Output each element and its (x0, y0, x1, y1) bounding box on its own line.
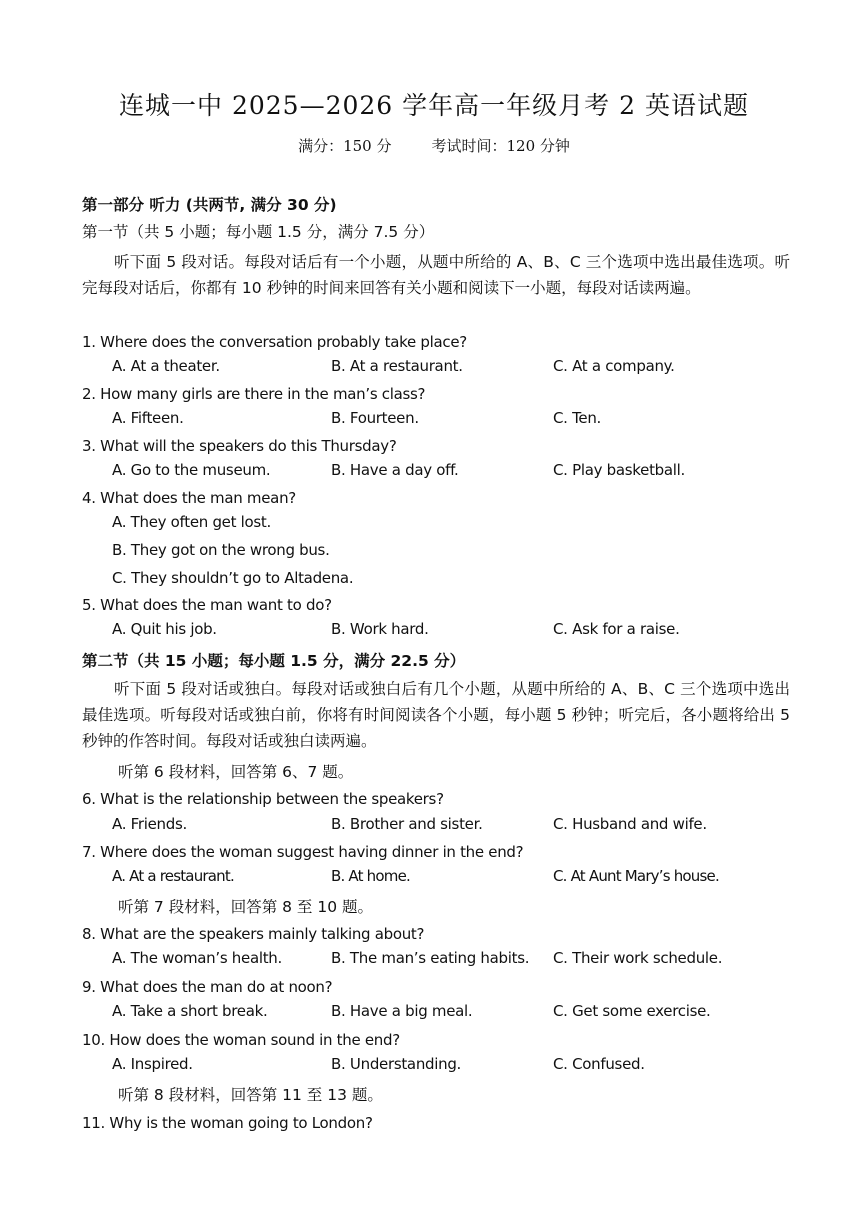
q5-option-a: A. Quit his job. (112, 620, 217, 638)
q3-option-a: A. Go to the museum. (112, 461, 271, 479)
q4-option-a: A. They often get lost. (112, 513, 271, 531)
material-6-intro: 听第 6 段材料，回答第 6、7 题。 (118, 763, 354, 781)
question-3: 3. What will the speakers do this Thursday? (82, 437, 397, 455)
q6-option-b: B. Brother and sister. (331, 815, 483, 833)
q10-option-c: C. Confused. (553, 1055, 645, 1073)
q9-option-b: B. Have a big meal. (331, 1002, 473, 1020)
q4-option-b: B. They got on the wrong bus. (112, 541, 330, 559)
q9-option-a: A. Take a short break. (112, 1002, 268, 1020)
q6-option-c: C. Husband and wife. (553, 815, 707, 833)
q7-option-c: C. At Aunt Mary’s house. (553, 867, 719, 885)
q2-option-a: A. Fifteen. (112, 409, 184, 427)
material-8-intro: 听第 8 段材料，回答第 11 至 13 题。 (118, 1086, 383, 1104)
question-7: 7. Where does the woman suggest having dinner in the end? (82, 843, 524, 861)
section2-instructions: 听下面 5 段对话或独白。每段对话或独白后有几个小题，从题中所给的 A、B、C 三个选项中选出最佳选项。听每段对话或独白前，你将有时间阅读各个小题，每小题 5 秒钟；听完后，各小题将给出 5 秒钟的作答时间。每段对话或独白读两遍。 (82, 680, 790, 750)
question-2: 2. How many girls are there in the man’s class? (82, 385, 426, 403)
question-11: 11. Why is the woman going to London? (82, 1114, 373, 1132)
q5-option-b: B. Work hard. (331, 620, 429, 638)
q8-option-a: A. The woman’s health. (112, 949, 282, 967)
q10-option-b: B. Understanding. (331, 1055, 462, 1073)
q1-option-c: C. At a company. (553, 357, 675, 375)
q9-option-c: C. Get some exercise. (553, 1002, 711, 1020)
question-4: 4. What does the man mean? (82, 489, 296, 507)
q8-option-b: B. The man’s eating habits. (331, 949, 530, 967)
q5-option-c: C. Ask for a raise. (553, 620, 680, 638)
q2-option-b: B. Fourteen. (331, 409, 419, 427)
q6-option-a: A. Friends. (112, 815, 187, 833)
question-9: 9. What does the man do at noon? (82, 978, 333, 996)
question-8: 8. What are the speakers mainly talking about? (82, 925, 425, 943)
section1-instructions: 听下面 5 段对话。每段对话后有一个小题，从题中所给的 A、B、C 三个选项中选出最佳选项。听完每段对话后，你都有 10 秒钟的时间来回答有关小题和阅读下一小题，每段对话读两遍。 (82, 253, 790, 297)
question-1: 1. Where does the conversation probably take place? (82, 333, 467, 351)
q3-option-c: C. Play basketball. (553, 461, 685, 479)
q7-option-a: A. At a restaurant. (112, 867, 234, 885)
exam-subtitle (0, 135, 868, 156)
exam-time: 考试时间：120 分钟 (431, 137, 570, 155)
q2-option-c: C. Ten. (553, 409, 602, 427)
q3-option-b: B. Have a day off. (331, 461, 459, 479)
question-6: 6. What is the relationship between the speakers? (82, 790, 444, 808)
section2-heading: 第二节（共 15 小题；每小题 1.5 分，满分 22.5 分） (82, 652, 466, 670)
q4-option-c: C. They shouldn’t go to Altadena. (112, 569, 354, 587)
part1-heading: 第一部分 听力 (共两节, 满分 30 分) (82, 196, 337, 214)
q7-option-b: B. At home. (331, 867, 410, 885)
material-7-intro: 听第 7 段材料，回答第 8 至 10 题。 (118, 898, 374, 916)
q1-option-a: A. At a theater. (112, 357, 220, 375)
q1-option-b: B. At a restaurant. (331, 357, 463, 375)
question-5: 5. What does the man want to do? (82, 596, 332, 614)
exam-title: 连城一中 2025—2026 学年高一年级月考 2 英语试题 (119, 91, 749, 120)
q8-option-c: C. Their work schedule. (553, 949, 723, 967)
section1-heading: 第一节（共 5 小题；每小题 1.5 分，满分 7.5 分） (82, 223, 435, 241)
q10-option-a: A. Inspired. (112, 1055, 193, 1073)
question-10: 10. How does the woman sound in the end? (82, 1031, 400, 1049)
total-score: 满分：150 分 (298, 137, 392, 155)
